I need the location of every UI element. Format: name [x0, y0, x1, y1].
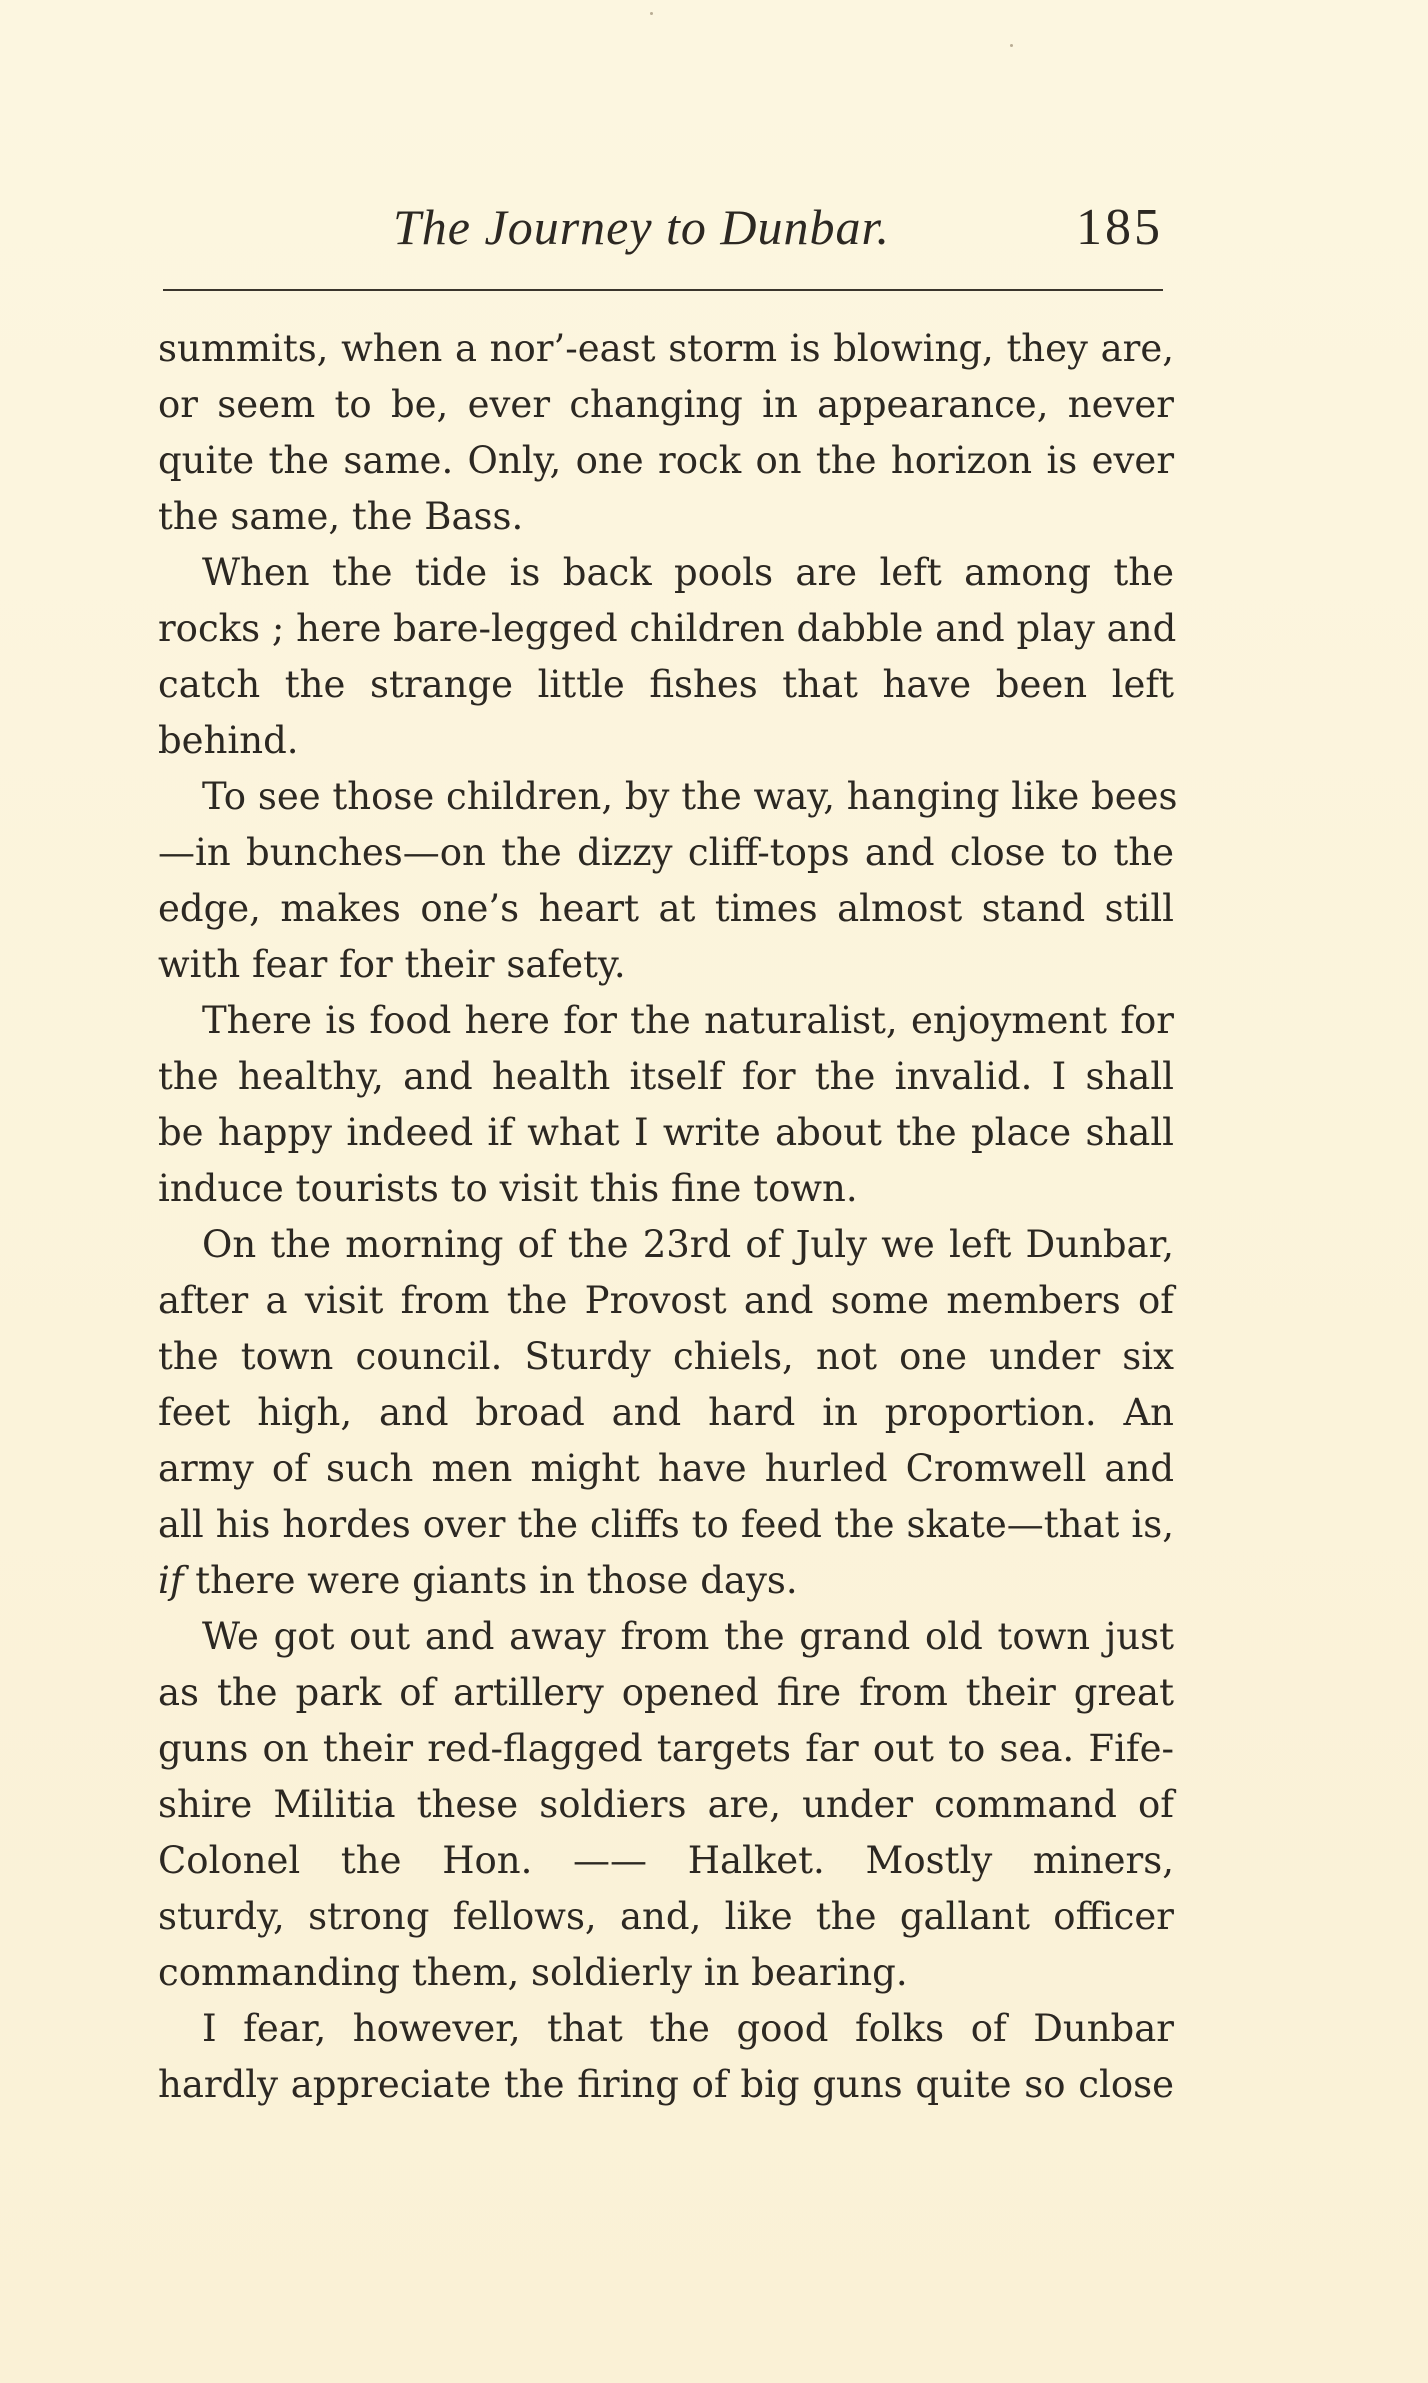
text-line: hardly appreciate the firing of big guns quite so close	[158, 2063, 1174, 2106]
text-line: the town council. Sturdy chiels, not one under six	[158, 1335, 1174, 1378]
page-number: 185	[1076, 199, 1163, 256]
italic-word: if	[158, 1559, 184, 1602]
text-line: shire Militia these soldiers are, under command of	[158, 1783, 1174, 1826]
text-line: commanding them, soldierly in bearing.	[158, 1951, 908, 1994]
text-line: or seem to be, ever changing in appearance, never	[158, 383, 1174, 426]
text-line: —in bunches—on the dizzy cliff-tops and close to the	[158, 831, 1174, 874]
text-line: quite the same. Only, one rock on the horizon is ever	[158, 439, 1174, 482]
text-line: the same, the Bass.	[158, 495, 524, 538]
text-line: induce tourists to visit this fine town.	[158, 1167, 858, 1210]
text-line	[158, 1553, 1174, 1609]
body-text	[158, 321, 1178, 2113]
text-line: all his hordes over the cliffs to feed the skate—that is,	[158, 1503, 1174, 1546]
text-line: We got out and away from the grand old town just	[202, 1615, 1174, 1658]
text-line: after a visit from the Provost and some members of	[158, 1279, 1174, 1322]
text-line: I fear, however, that the good folks of Dunbar	[202, 2007, 1174, 2050]
text-line: There is food here for the naturalist, enjoyment for	[202, 999, 1174, 1042]
text-line: summits, when a nor’-east storm is blowing, they are,	[158, 327, 1174, 370]
text-line: Colonel the Hon. —— Halket. Mostly miners,	[158, 1839, 1174, 1882]
text-line: sturdy, strong fellows, and, like the gallant officer	[158, 1895, 1174, 1938]
text-line: catch the strange little fishes that have been left	[158, 663, 1174, 706]
running-head	[163, 198, 1163, 268]
text-line: as the park of artillery opened fire from their great	[158, 1671, 1174, 1714]
text-line: guns on their red-flagged targets far out to sea. Fife-	[158, 1727, 1174, 1770]
header-rule	[163, 289, 1163, 291]
text-line: On the morning of the 23rd of July we left Dunbar,	[202, 1223, 1174, 1266]
text-line: the healthy, and health itself for the invalid. I shall	[158, 1055, 1174, 1098]
text-line: When the tide is back pools are left among the	[202, 551, 1174, 594]
running-title: The Journey to Dunbar.	[393, 199, 890, 255]
text-line: feet high, and broad and hard in proportion. An	[158, 1391, 1174, 1434]
text-line: rocks ; here bare-legged children dabble and play and	[158, 607, 1177, 650]
paper-speck	[1010, 44, 1013, 47]
text-line: To see those children, by the way, hanging like bees	[202, 775, 1178, 818]
text-line-rest: there were giants in those days.	[195, 1559, 798, 1602]
text-line: edge, makes one’s heart at times almost stand still	[158, 887, 1174, 930]
text-line: be happy indeed if what I write about the place shall	[158, 1111, 1174, 1154]
text-line: army of such men might have hurled Cromwell and	[158, 1447, 1174, 1490]
text-line: behind.	[158, 719, 299, 762]
paper-speck	[650, 12, 653, 15]
text-line: with fear for their safety.	[158, 943, 626, 986]
